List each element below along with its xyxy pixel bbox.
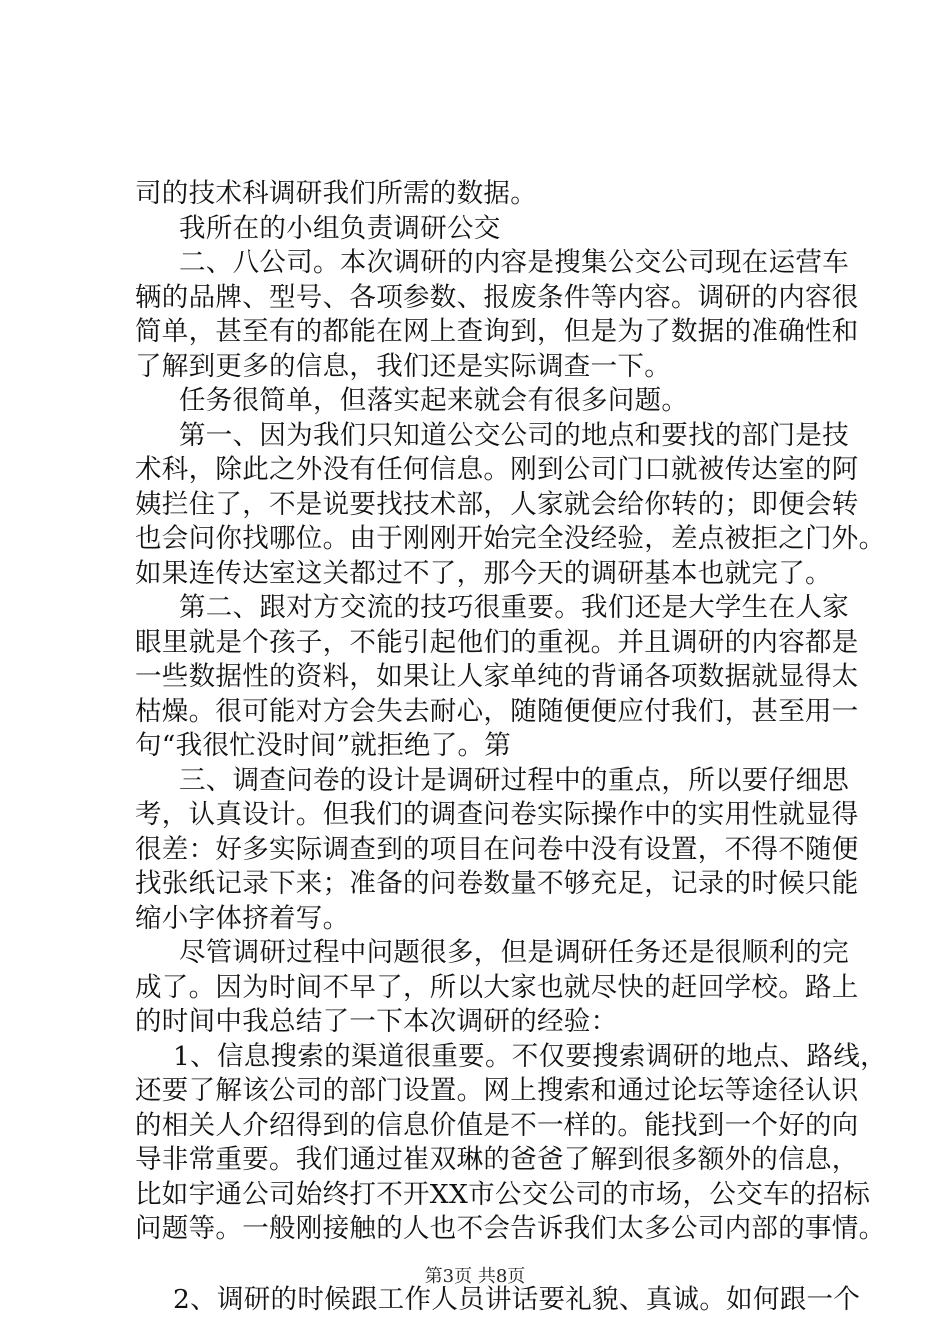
paragraph bbox=[135, 177, 835, 212]
text-line: 枯燥。很可能对方会失去耐心，随随便便应付我们，甚至用一 bbox=[135, 695, 859, 727]
text-line: 1、信息搜索的渠道很重要。不仅要搜索调研的地点、路线， bbox=[173, 1040, 887, 1072]
paragraph bbox=[135, 764, 859, 937]
paragraph bbox=[135, 1040, 887, 1247]
paragraph bbox=[135, 384, 835, 419]
document-body bbox=[135, 177, 887, 1317]
text-line: 句“我很忙没时间”就拒绝了。第 bbox=[135, 730, 512, 761]
text-line: 找张纸记录下来；准备的问卷数量不够充足，记录的时候只能 bbox=[135, 868, 859, 899]
text-line: 任务很简单，但落实起来就会有很多问题。 bbox=[179, 385, 689, 416]
text-line: 考，认真设计。但我们的调查问卷实际操作中的实用性就显得 bbox=[135, 799, 859, 830]
text-line: 问题等。一般刚接触的人也不会告诉我们太多公司内部的事情。 bbox=[135, 1213, 886, 1244]
text-line: 第二、跟对方交流的技巧很重要。我们还是大学生在人家 bbox=[179, 592, 849, 623]
text-line: 辆的品牌、型号、各项参数、报废条件等内容。调研的内容很 bbox=[135, 281, 859, 313]
text-line: 如果连传达室这关都过不了，那今天的调研基本也就完了。 bbox=[135, 557, 832, 589]
text-line: 的时间中我总结了一下本次调研的经验： bbox=[135, 1006, 618, 1037]
text-line: 缩小字体挤着写。 bbox=[135, 902, 350, 934]
text-line: 成了。因为时间不早了，所以大家也就尽快的赶回学校。路上 bbox=[135, 971, 859, 1003]
text-line: 司的技术科调研我们所需的数据。 bbox=[135, 178, 537, 209]
text-line: 尽管调研过程中问题很多，但是调研任务还是很顺利的完 bbox=[179, 937, 849, 968]
text-line: 导非常重要。我们通过崔双琳的爸爸了解到很多额外的信息， bbox=[135, 1144, 859, 1175]
text-line: 2、调研的时候跟工作人员讲话要礼貌、真诚。如何跟一个 bbox=[173, 1283, 861, 1315]
text-line: 姨拦住了，不是说要找技术部，人家就会给你转的；即便会转 bbox=[135, 488, 859, 520]
paragraph bbox=[135, 591, 859, 764]
text-line: 简单，甚至有的都能在网上查询到，但是为了数据的准确性和 bbox=[135, 316, 859, 347]
paragraph bbox=[135, 936, 859, 1040]
text-line: 我所在的小组负责调研公交 bbox=[179, 212, 501, 244]
text-line: 三、调查问卷的设计是调研过程中的重点，所以要仔细思 bbox=[179, 764, 849, 796]
page-footer: 第3页 共8页 bbox=[424, 1266, 526, 1287]
text-line: 比如宇通公司始终打不开XX市公交公司的市场，公交车的招标 bbox=[135, 1178, 871, 1210]
text-line: 眼里就是个孩子，不能引起他们的重视。并且调研的内容都是 bbox=[135, 626, 859, 658]
text-line: 二、八公司。本次调研的内容是搜集公交公司现在运营车 bbox=[179, 247, 849, 278]
text-line: 也会问你找哪位。由于刚刚开始完全没经验，差点被拒之门外。 bbox=[135, 523, 886, 554]
paragraph bbox=[135, 212, 835, 247]
text-line: 的相关人介绍得到的信息价值是不一样的。能找到一个好的向 bbox=[135, 1109, 859, 1141]
text-line: 很差：好多实际调查到的项目在问卷中没有设置，不得不随便 bbox=[135, 833, 859, 865]
text-line: 了解到更多的信息，我们还是实际调查一下。 bbox=[135, 350, 671, 382]
text-line: 术科，除此之外没有任何信息。刚到公司门口就被传达室的阿 bbox=[135, 454, 859, 485]
text-line: 第一、因为我们只知道公交公司的地点和要找的部门是技 bbox=[179, 419, 849, 451]
paragraph bbox=[135, 246, 859, 384]
text-line: 还要了解该公司的部门设置。网上搜索和通过论坛等途径认识 bbox=[135, 1075, 859, 1106]
paragraph bbox=[135, 419, 886, 592]
text-line: 一些数据性的资料，如果让人家单纯的背诵各项数据就显得太 bbox=[135, 661, 859, 692]
